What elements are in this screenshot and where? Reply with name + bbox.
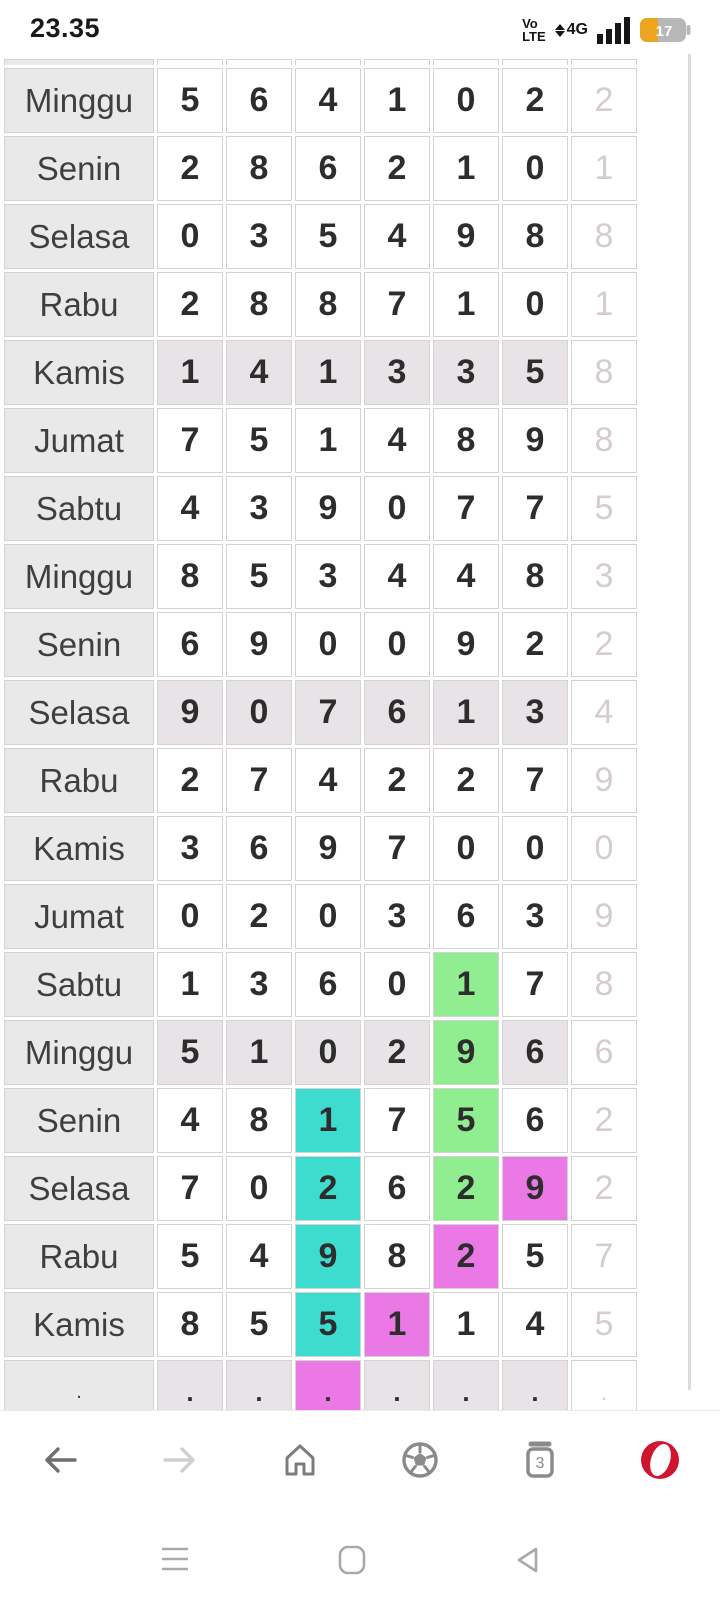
day-cell: Kamis (4, 1292, 154, 1357)
faded-cell: 2 (571, 612, 637, 677)
battery-icon (640, 17, 692, 43)
table-row (4, 272, 637, 337)
day-cell: Selasa (4, 204, 154, 269)
value-cell: 0 (364, 476, 430, 541)
value-cell: . (157, 1360, 223, 1425)
table-row (4, 204, 637, 269)
forward-button[interactable] (156, 1436, 204, 1484)
value-cell: 4 (364, 408, 430, 473)
network-type-label: 4G (566, 21, 588, 38)
value-cell: 8 (226, 1088, 292, 1153)
value-cell: 5 (295, 204, 361, 269)
clock: 23.35 (30, 13, 101, 43)
value-cell: 3 (226, 476, 292, 541)
value-cell: 6 (157, 612, 223, 677)
value-cell: 0 (364, 952, 430, 1017)
football-icon (400, 1440, 440, 1480)
value-cell: 5 (157, 1020, 223, 1085)
back-triangle-icon (512, 1545, 542, 1575)
value-cell: 4 (226, 1224, 292, 1289)
value-cell: 3 (295, 544, 361, 609)
value-cell: 9 (433, 204, 499, 269)
home-icon (282, 1443, 318, 1477)
value-cell: 7 (157, 1156, 223, 1221)
battery-percent: 17 (655, 23, 673, 40)
table-row (4, 884, 637, 949)
faded-cell: 5 (571, 476, 637, 541)
status-bar (0, 0, 720, 56)
value-cell: 3 (502, 884, 568, 949)
day-cell: Senin (4, 612, 154, 677)
value-cell: 4 (295, 68, 361, 133)
value-cell: 0 (295, 884, 361, 949)
value-cell: 7 (157, 408, 223, 473)
cropped-row (4, 59, 637, 65)
football-scores-button[interactable] (396, 1436, 444, 1484)
value-cell: 2 (502, 68, 568, 133)
table-row (4, 544, 637, 609)
day-cell: Jumat (4, 408, 154, 473)
value-cell: 2 (226, 884, 292, 949)
table-row (4, 748, 637, 813)
faded-cell: 8 (571, 408, 637, 473)
volte-line2: LTE (522, 29, 546, 44)
value-cell: 6 (502, 1020, 568, 1085)
day-cell: . (4, 1360, 154, 1425)
value-cell: 9 (433, 1020, 499, 1085)
day-cell: Minggu (4, 544, 154, 609)
value-cell: 1 (364, 1292, 430, 1357)
value-cell: 9 (433, 612, 499, 677)
forward-arrow-icon (162, 1445, 198, 1475)
value-cell: 4 (226, 340, 292, 405)
value-cell: 5 (502, 1224, 568, 1289)
faded-cell: 8 (571, 204, 637, 269)
faded-cell: 7 (571, 1224, 637, 1289)
day-cell: Kamis (4, 816, 154, 881)
number-grid (1, 56, 640, 1428)
value-cell: 8 (157, 544, 223, 609)
value-cell: 8 (433, 408, 499, 473)
value-cell: 2 (157, 272, 223, 337)
value-cell: 6 (295, 136, 361, 201)
home-square-icon (337, 1544, 367, 1576)
value-cell: 1 (157, 340, 223, 405)
value-cell: 0 (364, 612, 430, 677)
system-nav-bar (0, 1508, 720, 1612)
faded-cell: 0 (571, 816, 637, 881)
value-cell: . (433, 1360, 499, 1425)
faded-cell: 2 (571, 1088, 637, 1153)
value-cell: 1 (433, 136, 499, 201)
signal-bars-icon (597, 17, 631, 44)
value-cell: 9 (502, 1156, 568, 1221)
value-cell: 1 (364, 68, 430, 133)
value-cell: 0 (226, 680, 292, 745)
value-cell: 7 (295, 680, 361, 745)
value-cell: 5 (295, 1292, 361, 1357)
value-cell: 5 (502, 340, 568, 405)
value-cell: 5 (226, 408, 292, 473)
value-cell: 2 (157, 136, 223, 201)
data-activity-icon (555, 24, 565, 37)
value-cell: 3 (226, 204, 292, 269)
faded-cell: 2 (571, 68, 637, 133)
day-cell: Kamis (4, 340, 154, 405)
value-cell: 1 (295, 1088, 361, 1153)
faded-cell: . (571, 1360, 637, 1425)
value-cell: 7 (502, 748, 568, 813)
day-cell: Selasa (4, 680, 154, 745)
tab-counter-icon (521, 1440, 559, 1480)
value-cell: 4 (502, 1292, 568, 1357)
table-row (4, 136, 637, 201)
value-cell: 0 (295, 1020, 361, 1085)
value-cell: 3 (364, 340, 430, 405)
value-cell: 7 (433, 476, 499, 541)
tab-count: 3 (535, 1454, 545, 1472)
faded-cell: 4 (571, 680, 637, 745)
value-cell: 6 (364, 1156, 430, 1221)
value-cell: 0 (226, 1156, 292, 1221)
value-cell: 7 (226, 748, 292, 813)
value-cell: 7 (502, 952, 568, 1017)
value-cell: 0 (502, 272, 568, 337)
value-cell: 1 (295, 340, 361, 405)
value-cell: 3 (157, 816, 223, 881)
value-cell: 9 (295, 816, 361, 881)
value-cell: 0 (502, 816, 568, 881)
value-cell: 9 (295, 476, 361, 541)
value-cell: 5 (157, 68, 223, 133)
day-cell: Senin (4, 136, 154, 201)
value-cell: 3 (502, 680, 568, 745)
table-row (4, 68, 637, 133)
value-cell: 1 (433, 952, 499, 1017)
value-cell: . (364, 1360, 430, 1425)
value-cell: 2 (157, 748, 223, 813)
value-cell: 1 (157, 952, 223, 1017)
value-cell: 4 (364, 544, 430, 609)
value-cell: 4 (295, 748, 361, 813)
faded-cell: 8 (571, 340, 637, 405)
value-cell: 2 (502, 612, 568, 677)
nav-menu-button[interactable] (156, 1546, 194, 1574)
value-cell: 2 (433, 748, 499, 813)
faded-cell: 9 (571, 884, 637, 949)
status-icons (522, 8, 692, 52)
value-cell: 6 (502, 1088, 568, 1153)
faded-cell: 1 (571, 272, 637, 337)
value-cell: 3 (364, 884, 430, 949)
value-cell: 2 (433, 1156, 499, 1221)
table-row (4, 1020, 637, 1085)
value-cell: 4 (157, 476, 223, 541)
value-cell: . (502, 1360, 568, 1425)
value-cell: 8 (502, 544, 568, 609)
value-cell: 9 (502, 408, 568, 473)
day-cell: Jumat (4, 884, 154, 949)
value-cell: 0 (502, 136, 568, 201)
table-row (4, 476, 637, 541)
value-cell: 7 (364, 816, 430, 881)
value-cell: 2 (364, 1020, 430, 1085)
network-type-indicator (555, 21, 588, 39)
value-cell: 8 (502, 204, 568, 269)
value-cell: 8 (364, 1224, 430, 1289)
value-cell: 1 (433, 1292, 499, 1357)
browser-toolbar (0, 1410, 720, 1508)
table-row (4, 952, 637, 1017)
value-cell: 0 (295, 612, 361, 677)
value-cell: 3 (226, 952, 292, 1017)
day-cell: Sabtu (4, 952, 154, 1017)
value-cell: 8 (226, 136, 292, 201)
value-cell: 4 (433, 544, 499, 609)
value-cell: 2 (364, 748, 430, 813)
day-cell: Minggu (4, 1020, 154, 1085)
nav-back-button[interactable] (512, 1545, 542, 1575)
value-cell: 9 (295, 1224, 361, 1289)
value-cell: 2 (295, 1156, 361, 1221)
value-cell: 6 (364, 680, 430, 745)
value-cell: 1 (295, 408, 361, 473)
day-cell: Minggu (4, 68, 154, 133)
table-row (4, 816, 637, 881)
table-row (4, 1292, 637, 1357)
nav-home-button[interactable] (337, 1544, 367, 1576)
value-cell: 6 (226, 68, 292, 133)
faded-cell: 9 (571, 748, 637, 813)
value-cell: 6 (295, 952, 361, 1017)
value-cell: 4 (157, 1088, 223, 1153)
page-scrollbar[interactable] (688, 54, 691, 1390)
day-cell: Rabu (4, 1224, 154, 1289)
value-cell: 9 (226, 612, 292, 677)
day-cell: Senin (4, 1088, 154, 1153)
opera-menu-button[interactable] (636, 1436, 684, 1484)
value-cell: 5 (226, 1292, 292, 1357)
value-cell: 1 (433, 680, 499, 745)
table-row (4, 680, 637, 745)
tabs-button[interactable] (516, 1436, 564, 1484)
value-cell: 1 (433, 272, 499, 337)
value-cell: 1 (226, 1020, 292, 1085)
value-cell: 0 (157, 204, 223, 269)
value-cell: 9 (157, 680, 223, 745)
value-cell: 2 (433, 1224, 499, 1289)
value-cell: 8 (295, 272, 361, 337)
value-cell: 7 (364, 1088, 430, 1153)
day-cell: Selasa (4, 1156, 154, 1221)
table-row (4, 612, 637, 677)
value-cell: 5 (433, 1088, 499, 1153)
opera-logo-icon (638, 1438, 682, 1482)
value-cell: 0 (157, 884, 223, 949)
day-cell: Sabtu (4, 476, 154, 541)
table-row (4, 1224, 637, 1289)
value-cell: 4 (364, 204, 430, 269)
value-cell: 0 (433, 816, 499, 881)
faded-cell: 5 (571, 1292, 637, 1357)
table-row (4, 340, 637, 405)
volte-indicator (522, 17, 546, 43)
value-cell: 7 (364, 272, 430, 337)
faded-cell: 2 (571, 1156, 637, 1221)
faded-cell: 1 (571, 136, 637, 201)
value-cell: 7 (502, 476, 568, 541)
value-cell: 3 (433, 340, 499, 405)
table-row (4, 408, 637, 473)
value-cell: 5 (226, 544, 292, 609)
value-cell: 8 (157, 1292, 223, 1357)
home-button[interactable] (276, 1436, 324, 1484)
value-cell: . (295, 1360, 361, 1425)
value-cell: 2 (364, 136, 430, 201)
back-arrow-icon (42, 1445, 78, 1475)
value-cell: 6 (226, 816, 292, 881)
value-cell: . (226, 1360, 292, 1425)
faded-cell: 6 (571, 1020, 637, 1085)
faded-cell: 8 (571, 952, 637, 1017)
volte-line1: Vo (522, 16, 538, 31)
value-cell: 6 (433, 884, 499, 949)
day-cell: Rabu (4, 272, 154, 337)
table-row (4, 1156, 637, 1221)
value-cell: 0 (433, 68, 499, 133)
table-row (4, 1088, 637, 1153)
back-button[interactable] (36, 1436, 84, 1484)
day-cell: Rabu (4, 748, 154, 813)
value-cell: 8 (226, 272, 292, 337)
value-cell: 5 (157, 1224, 223, 1289)
faded-cell: 3 (571, 544, 637, 609)
menu-icon (156, 1546, 194, 1574)
